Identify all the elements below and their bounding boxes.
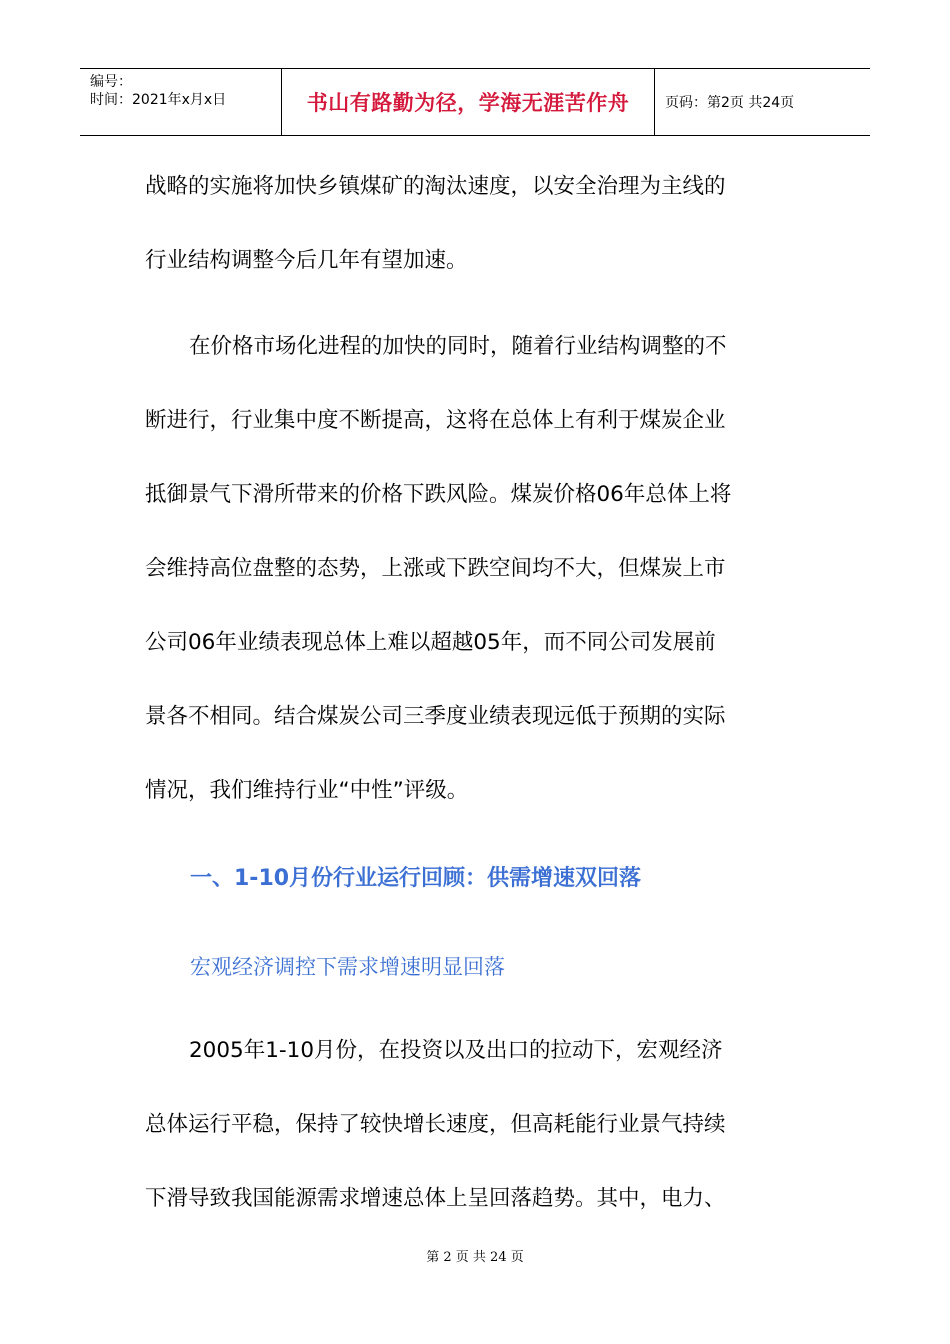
header-motto: 书山有路勤为径，学海无涯苦作舟: [306, 91, 630, 115]
section-heading: 一、1-10月份行业运行回顾：供需增速双回落: [190, 866, 642, 891]
header-meta-cell: [80, 69, 282, 135]
paragraph-line: 景各不相同。结合煤炭公司三季度业绩表现远低于预期的实际: [145, 704, 726, 729]
paragraph-line: 在价格市场化进程的加快的同时，随着行业结构调整的不: [189, 334, 727, 359]
paragraph-line: 行业结构调整今后几年有望加速。: [145, 248, 468, 273]
subsection-heading: 宏观经济调控下需求增速明显回落: [190, 955, 505, 979]
paragraph-line: 战略的实施将加快乡镇煤矿的淘汰速度，以安全治理为主线的: [145, 174, 726, 199]
paragraph-line: 2005年1-10月份，在投资以及出口的拉动下，宏观经济: [189, 1038, 723, 1063]
page-footer: 第 2 页 共 24 页: [426, 1250, 524, 1265]
paragraph-line: 断进行，行业集中度不断提高，这将在总体上有利于煤炭企业: [145, 408, 726, 433]
document-number-label: 编号：: [90, 74, 132, 90]
paragraph-line: 抵御景气下滑所带来的价格下跌风险。煤炭价格06年总体上将: [145, 482, 732, 507]
document-header: [80, 68, 870, 136]
paragraph-line: 公司06年业绩表现总体上难以超越05年，而不同公司发展前: [145, 630, 716, 655]
paragraph-1: [145, 150, 815, 298]
paragraph-2: [145, 310, 815, 828]
header-page-cell: [655, 69, 870, 135]
header-page-info: 页码：第2页 共24页: [665, 95, 795, 111]
paragraph-3: [145, 1014, 815, 1236]
document-time-label: 时间：2021年x月x日: [90, 92, 227, 108]
paragraph-line: 下滑导致我国能源需求增速总体上呈回落趋势。其中，电力、: [145, 1186, 726, 1211]
header-motto-cell: [282, 69, 655, 135]
paragraph-line: 总体运行平稳，保持了较快增长速度，但高耗能行业景气持续: [145, 1112, 726, 1137]
paragraph-line: 情况，我们维持行业“中性”评级。: [145, 778, 469, 803]
paragraph-line: 会维持高位盘整的态势，上涨或下跌空间均不大，但煤炭上市: [145, 556, 726, 581]
